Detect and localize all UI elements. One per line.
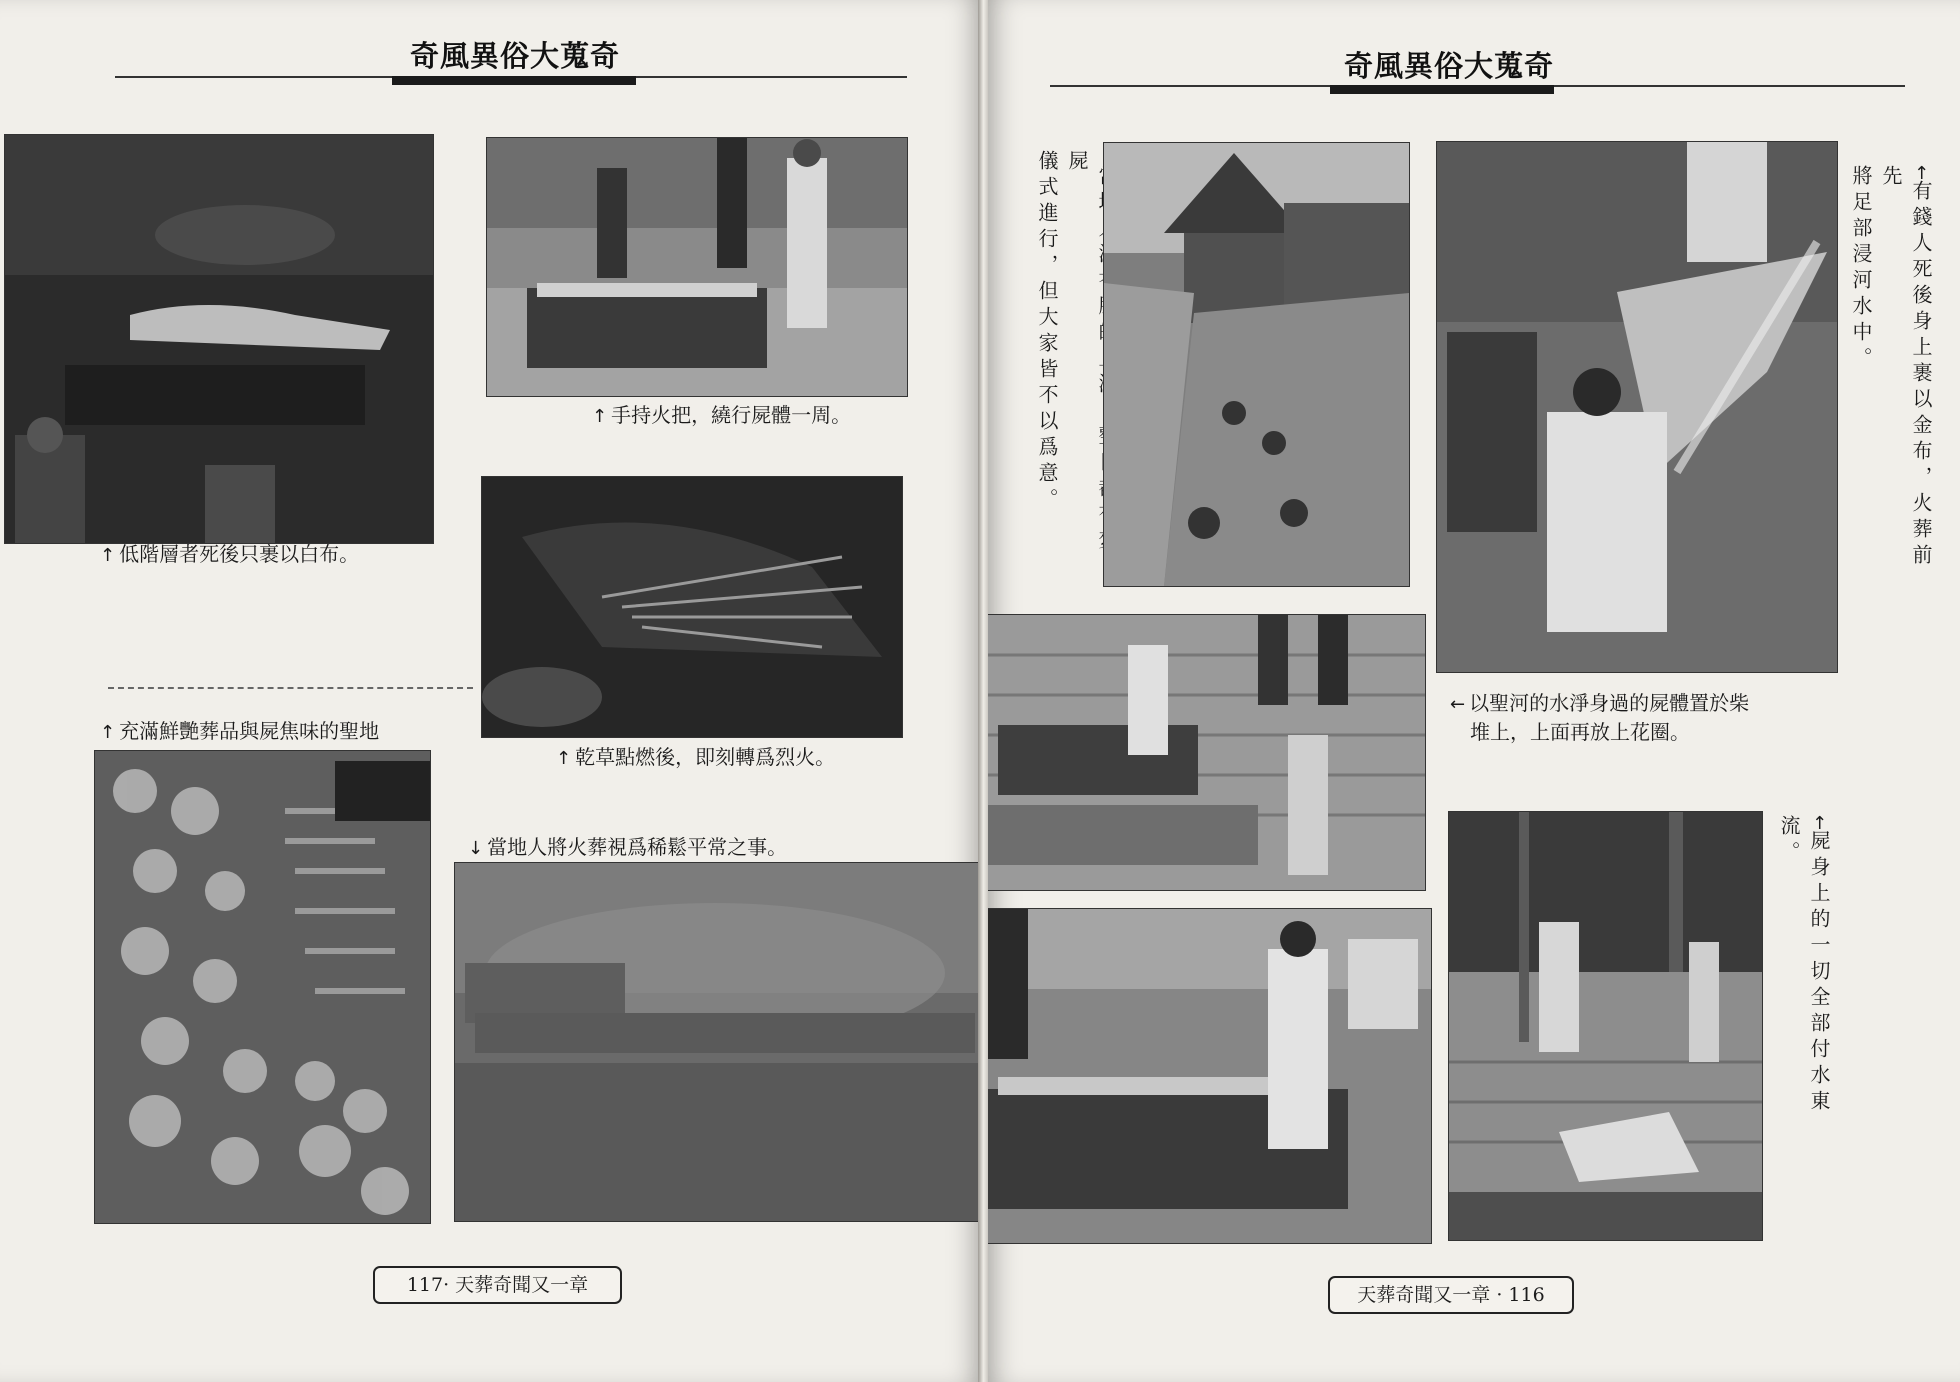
caption-gold-cloth: ←有錢人死後身上裹以金布，火葬前先 將足部浸河水中。 (1849, 165, 1933, 571)
steps-photo (988, 614, 1426, 891)
header-bar (392, 76, 636, 85)
caption-dry-grass: ↑ 乾草點燃後，即刻轉爲烈火。 (556, 745, 836, 769)
caption-holy-water-line2: 堆上，上面再放上花圈。 (1470, 720, 1690, 744)
arrow-up-icon: ↑ (556, 748, 572, 769)
shrouded-body-on-pyre-icon (5, 135, 433, 543)
river-washing-icon (1449, 812, 1762, 1240)
arrow-left-icon: ← (1450, 694, 1466, 715)
pyre-with-wreath-icon (988, 909, 1431, 1243)
pyre-on-steps-icon (988, 615, 1425, 890)
wreath-photo (988, 908, 1432, 1244)
arrow-up-icon: ↑ (100, 722, 116, 743)
dashed-divider (108, 687, 473, 689)
feet-photo (1436, 141, 1838, 673)
arrow-up-icon: ↑ (592, 406, 608, 427)
arrow-left-icon: ← (1809, 815, 1830, 831)
header-bar (1330, 85, 1554, 94)
riverside-ghat-icon (1104, 143, 1409, 586)
header-title: 奇風異俗大蒐奇 (1344, 49, 1555, 83)
offerings-photo (94, 750, 431, 1224)
arrow-down-icon: ↓ (468, 838, 484, 859)
torch-photo (486, 137, 908, 397)
burning-dry-grass-icon (482, 477, 902, 737)
caption-river: ←屍身上的一切全部付水東流。 (1777, 815, 1831, 1117)
right-page (988, 0, 1960, 1382)
arrow-up-icon: ↑ (100, 545, 116, 566)
caption-holy-water: ← 以聖河的水淨身過的屍體置於柴 (1450, 691, 1750, 715)
smoke-over-ghat-icon (455, 863, 980, 1221)
caption-white-cloth: ↑ 低階層者死後只裹以白布。 (100, 542, 360, 566)
ghat-photo (1103, 142, 1410, 587)
flower-offerings-icon (95, 751, 430, 1223)
folio-right: 天葬奇聞又一章 · 116 (1328, 1276, 1574, 1314)
feet-in-river-icon (1437, 142, 1837, 672)
header-title: 奇風異俗大蒐奇 (410, 39, 621, 73)
caption-torch: ↑ 手持火把，繞行屍體一周。 (592, 403, 852, 427)
arrow-left-icon: ← (1911, 165, 1932, 181)
folio-left: 117· 天葬奇聞又一章 (373, 1266, 622, 1304)
shrouded-body-photo (4, 134, 434, 544)
dry-grass-photo (481, 476, 903, 738)
man-with-torch-at-pyre-icon (487, 138, 907, 396)
caption-ordinary: ↓ 當地人將火葬視爲稀鬆平常之事。 (468, 835, 788, 859)
river-photo (1448, 811, 1763, 1241)
caption-laundry: 屍 儀式進行，但大家皆不以爲意。 (1032, 150, 1122, 570)
smoke-photo (454, 862, 980, 1222)
caption-holy-land: ↑ 充滿鮮艷葬品與屍焦味的聖地 (100, 719, 380, 743)
